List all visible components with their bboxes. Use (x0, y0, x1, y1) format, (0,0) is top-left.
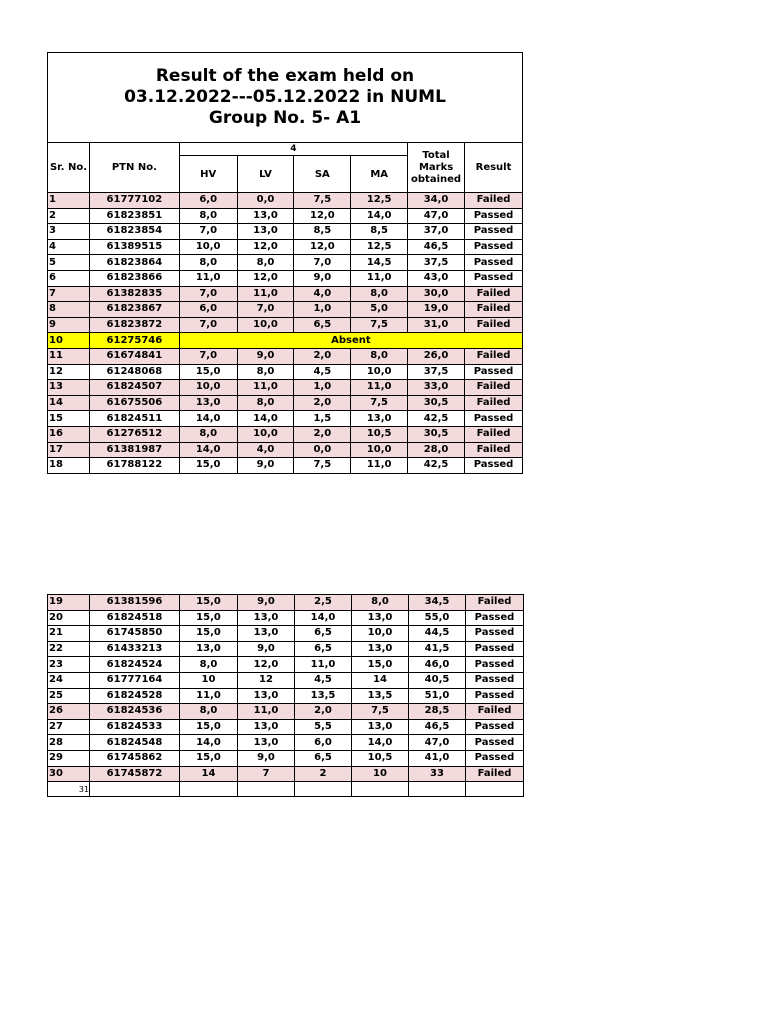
header-total: Total Marks obtained (408, 143, 465, 193)
hv-cell: 14,0 (179, 442, 237, 458)
ptn-cell: 61824548 (90, 735, 180, 751)
total-cell: 28,0 (408, 442, 465, 458)
result-cell: Failed (465, 426, 523, 442)
lv-cell: 9,0 (238, 641, 295, 657)
title-line-1: Result of the exam held on (155, 66, 415, 86)
ma-cell: 10 (352, 766, 409, 782)
total-cell: 51,0 (409, 688, 466, 704)
lv-cell: 0,0 (237, 193, 294, 209)
sr-no-cell: 10 (48, 333, 90, 349)
table-row (48, 735, 524, 751)
sr-no-cell: 18 (48, 458, 90, 474)
lv-cell: 13,0 (238, 688, 295, 704)
ptn-cell: 61823864 (89, 255, 179, 271)
lv-cell: 13,0 (237, 208, 294, 224)
sa-cell: 2,0 (294, 426, 351, 442)
table-row (48, 380, 523, 396)
table-row (48, 411, 523, 427)
sr-no-cell: 11 (48, 348, 90, 364)
ma-cell: 8,0 (351, 348, 408, 364)
result-cell: Passed (465, 208, 523, 224)
result-cell: Failed (466, 704, 524, 720)
table-row (48, 458, 523, 474)
ptn-cell: 61433213 (90, 641, 180, 657)
sa-cell: 13,5 (295, 688, 352, 704)
ma-cell: 13,0 (352, 641, 409, 657)
hv-cell: 15,0 (180, 610, 238, 626)
ptn-cell: 61823866 (89, 270, 179, 286)
header-ptn-no: PTN No. (89, 143, 179, 193)
sr-no-cell: 4 (48, 239, 90, 255)
ptn-cell: 61675506 (89, 395, 179, 411)
hv-cell: 15,0 (180, 595, 238, 611)
hv-cell: 13,0 (179, 395, 237, 411)
table-row (48, 595, 524, 611)
ma-cell: 7,5 (352, 704, 409, 720)
ma-cell: 14,5 (351, 255, 408, 271)
empty-cell (180, 782, 238, 797)
sr-no-cell: 17 (48, 442, 90, 458)
sr-no-cell: 12 (48, 364, 90, 380)
total-cell: 37,5 (408, 364, 465, 380)
empty-cell (90, 782, 180, 797)
ma-cell: 11,0 (351, 270, 408, 286)
result-cell: Passed (465, 458, 523, 474)
ma-cell: 10,0 (351, 442, 408, 458)
hv-cell: 7,0 (179, 224, 237, 240)
ptn-cell: 61823867 (89, 302, 179, 318)
table-row (48, 626, 524, 642)
sa-cell: 2,0 (294, 348, 351, 364)
hv-cell: 7,0 (179, 348, 237, 364)
ptn-cell: 61275746 (89, 333, 179, 349)
total-cell: 43,0 (408, 270, 465, 286)
table-row (48, 193, 523, 209)
title-box (47, 52, 523, 142)
table-row (48, 719, 524, 735)
title-line-3: Group No. 5- A1 (208, 108, 362, 128)
lv-cell: 9,0 (237, 458, 294, 474)
sa-cell: 6,5 (295, 641, 352, 657)
lv-cell: 4,0 (237, 442, 294, 458)
total-cell: 37,0 (408, 224, 465, 240)
sr-no-cell: 1 (48, 193, 90, 209)
ptn-cell: 61777102 (89, 193, 179, 209)
empty-cell (352, 782, 409, 797)
sr-no-cell: 29 (48, 750, 90, 766)
lv-cell: 7 (238, 766, 295, 782)
lv-cell: 10,0 (237, 317, 294, 333)
header-hv: HV (179, 156, 237, 193)
ptn-cell: 61276512 (89, 426, 179, 442)
sr-no-cell: 16 (48, 426, 90, 442)
ma-cell: 11,0 (351, 458, 408, 474)
total-cell: 33 (409, 766, 466, 782)
ma-cell: 10,5 (352, 750, 409, 766)
sa-cell: 0,0 (294, 442, 351, 458)
result-cell: Passed (466, 657, 524, 673)
total-cell: 47,0 (409, 735, 466, 751)
table-row (48, 610, 524, 626)
lv-cell: 13,0 (238, 626, 295, 642)
total-cell: 46,0 (409, 657, 466, 673)
ma-cell: 12,5 (351, 239, 408, 255)
total-cell: 30,5 (408, 426, 465, 442)
table-row (48, 286, 523, 302)
ptn-cell: 61745850 (90, 626, 180, 642)
sa-cell: 2,5 (295, 595, 352, 611)
result-cell: Passed (466, 672, 524, 688)
sa-cell: 2 (295, 766, 352, 782)
title-line-2: 03.12.2022---05.12.2022 in NUML (124, 87, 446, 107)
hv-cell: 10,0 (179, 380, 237, 396)
lv-cell: 11,0 (237, 380, 294, 396)
empty-cell (238, 782, 295, 797)
ptn-cell: 61823851 (89, 208, 179, 224)
total-cell: 55,0 (409, 610, 466, 626)
total-cell: 34,0 (408, 193, 465, 209)
sr-no-cell: 30 (48, 766, 90, 782)
hv-cell: 15,0 (179, 364, 237, 380)
lv-cell: 8,0 (237, 395, 294, 411)
absent-cell: Absent (179, 333, 522, 349)
total-cell: 42,5 (408, 411, 465, 427)
table-row (48, 270, 523, 286)
total-cell: 41,5 (409, 641, 466, 657)
ma-cell: 8,5 (351, 224, 408, 240)
ptn-cell: 61824507 (89, 380, 179, 396)
sr-no-cell: 3 (48, 224, 90, 240)
header-group: 4 (179, 143, 407, 156)
table-row (48, 442, 523, 458)
sa-cell: 1,0 (294, 302, 351, 318)
table-row (48, 224, 523, 240)
lv-cell: 10,0 (237, 426, 294, 442)
sa-cell: 1,5 (294, 411, 351, 427)
table-row (48, 208, 523, 224)
ma-cell: 14 (352, 672, 409, 688)
ma-cell: 13,0 (351, 411, 408, 427)
table-row (48, 766, 524, 782)
table-row (48, 641, 524, 657)
sa-cell: 12,0 (294, 208, 351, 224)
sr-no-cell: 28 (48, 735, 90, 751)
lv-cell: 13,0 (238, 719, 295, 735)
lv-cell: 14,0 (237, 411, 294, 427)
ma-cell: 12,5 (351, 193, 408, 209)
table-row (48, 704, 524, 720)
sr-no-cell: 7 (48, 286, 90, 302)
total-cell: 46,5 (409, 719, 466, 735)
result-cell: Passed (465, 239, 523, 255)
total-cell: 30,0 (408, 286, 465, 302)
sa-cell: 6,0 (295, 735, 352, 751)
ma-cell: 13,0 (352, 610, 409, 626)
sa-cell: 2,0 (295, 704, 352, 720)
hv-cell: 15,0 (180, 626, 238, 642)
ptn-cell: 61823872 (89, 317, 179, 333)
sa-cell: 9,0 (294, 270, 351, 286)
table-1-body (48, 193, 523, 474)
ptn-cell: 61824518 (90, 610, 180, 626)
result-cell: Failed (465, 395, 523, 411)
ma-cell: 8,0 (352, 595, 409, 611)
result-cell: Failed (466, 766, 524, 782)
hv-cell: 6,0 (179, 193, 237, 209)
lv-cell: 11,0 (238, 704, 295, 720)
ptn-cell: 61381596 (90, 595, 180, 611)
table-row (48, 255, 523, 271)
result-cell: Failed (465, 348, 523, 364)
result-cell: Passed (465, 255, 523, 271)
table-row (48, 348, 523, 364)
ma-cell: 14,0 (352, 735, 409, 751)
hv-cell: 8,0 (180, 704, 238, 720)
sr-no-cell: 31 (48, 782, 90, 797)
header-sr-no: Sr. No. (48, 143, 90, 193)
result-cell: Passed (465, 270, 523, 286)
hv-cell: 8,0 (179, 208, 237, 224)
ma-cell: 14,0 (351, 208, 408, 224)
lv-cell: 9,0 (238, 750, 295, 766)
empty-cell (409, 782, 466, 797)
sr-no-cell: 24 (48, 672, 90, 688)
ma-cell: 15,0 (352, 657, 409, 673)
header-sa: SA (294, 156, 351, 193)
sr-no-cell: 22 (48, 641, 90, 657)
table-row (48, 333, 523, 349)
sa-cell: 2,0 (294, 395, 351, 411)
table-row (48, 750, 524, 766)
table-row (48, 426, 523, 442)
hv-cell: 8,0 (180, 657, 238, 673)
ma-cell: 10,5 (351, 426, 408, 442)
total-cell: 40,5 (409, 672, 466, 688)
ma-cell: 5,0 (351, 302, 408, 318)
results-table-2 (47, 594, 524, 797)
sa-cell: 14,0 (295, 610, 352, 626)
ptn-cell: 61745872 (90, 766, 180, 782)
table-row (48, 395, 523, 411)
lv-cell: 11,0 (237, 286, 294, 302)
sr-no-cell: 27 (48, 719, 90, 735)
total-cell: 47,0 (408, 208, 465, 224)
empty-cell (295, 782, 352, 797)
hv-cell: 6,0 (179, 302, 237, 318)
total-cell: 19,0 (408, 302, 465, 318)
result-cell: Passed (465, 224, 523, 240)
sa-cell: 6,5 (295, 750, 352, 766)
hv-cell: 14 (180, 766, 238, 782)
total-cell: 46,5 (408, 239, 465, 255)
hv-cell: 15,0 (179, 458, 237, 474)
hv-cell: 10 (180, 672, 238, 688)
sa-cell: 7,5 (294, 458, 351, 474)
sa-cell: 6,5 (294, 317, 351, 333)
ma-cell: 7,5 (351, 395, 408, 411)
result-cell: Failed (465, 286, 523, 302)
ptn-cell: 61788122 (89, 458, 179, 474)
ma-cell: 7,5 (351, 317, 408, 333)
sr-no-cell: 2 (48, 208, 90, 224)
hv-cell: 10,0 (179, 239, 237, 255)
sr-no-cell: 15 (48, 411, 90, 427)
sr-no-cell: 5 (48, 255, 90, 271)
hv-cell: 15,0 (180, 719, 238, 735)
lv-cell: 13,0 (237, 224, 294, 240)
ptn-cell: 61389515 (89, 239, 179, 255)
result-cell: Failed (465, 380, 523, 396)
lv-cell: 9,0 (237, 348, 294, 364)
lv-cell: 9,0 (238, 595, 295, 611)
sr-no-cell: 14 (48, 395, 90, 411)
header-result: Result (465, 143, 523, 193)
ptn-cell: 61824536 (90, 704, 180, 720)
sr-no-cell: 6 (48, 270, 90, 286)
sr-no-cell: 8 (48, 302, 90, 318)
total-cell: 33,0 (408, 380, 465, 396)
ptn-cell: 61248068 (89, 364, 179, 380)
lv-cell: 8,0 (237, 364, 294, 380)
lv-cell: 12,0 (237, 239, 294, 255)
sa-cell: 7,0 (294, 255, 351, 271)
hv-cell: 8,0 (179, 426, 237, 442)
result-cell: Passed (465, 364, 523, 380)
sa-cell: 5,5 (295, 719, 352, 735)
ptn-cell: 61824524 (90, 657, 180, 673)
sa-cell: 11,0 (295, 657, 352, 673)
hv-cell: 15,0 (180, 750, 238, 766)
sr-no-cell: 20 (48, 610, 90, 626)
ma-cell: 13,0 (352, 719, 409, 735)
lv-cell: 12,0 (237, 270, 294, 286)
ptn-cell: 61823854 (89, 224, 179, 240)
ptn-cell: 61381987 (89, 442, 179, 458)
header-lv: LV (237, 156, 294, 193)
ma-cell: 10,0 (352, 626, 409, 642)
result-cell: Failed (465, 317, 523, 333)
hv-cell: 11,0 (179, 270, 237, 286)
ptn-cell: 61824533 (90, 719, 180, 735)
results-table-1 (47, 142, 523, 474)
total-cell: 37,5 (408, 255, 465, 271)
lv-cell: 13,0 (238, 610, 295, 626)
ma-cell: 13,5 (352, 688, 409, 704)
lv-cell: 7,0 (237, 302, 294, 318)
header-ma: MA (351, 156, 408, 193)
hv-cell: 8,0 (179, 255, 237, 271)
sr-no-cell: 21 (48, 626, 90, 642)
result-cell: Passed (466, 719, 524, 735)
total-cell: 34,5 (409, 595, 466, 611)
sa-cell: 4,5 (294, 364, 351, 380)
total-cell: 41,0 (409, 750, 466, 766)
result-cell: Failed (465, 302, 523, 318)
sr-no-cell: 25 (48, 688, 90, 704)
ptn-cell: 61382835 (89, 286, 179, 302)
result-cell: Passed (466, 610, 524, 626)
result-cell: Passed (466, 641, 524, 657)
sr-no-cell: 9 (48, 317, 90, 333)
result-cell: Passed (466, 626, 524, 642)
result-cell: Passed (466, 688, 524, 704)
result-cell: Passed (466, 750, 524, 766)
sa-cell: 1,0 (294, 380, 351, 396)
result-cell: Passed (465, 411, 523, 427)
table-row (48, 317, 523, 333)
empty-cell (466, 782, 524, 797)
sr-no-cell: 23 (48, 657, 90, 673)
total-cell: 42,5 (408, 458, 465, 474)
ptn-cell: 61777164 (90, 672, 180, 688)
ptn-cell: 61745862 (90, 750, 180, 766)
ptn-cell: 61674841 (89, 348, 179, 364)
table-row (48, 302, 523, 318)
ma-cell: 11,0 (351, 380, 408, 396)
sa-cell: 4,5 (295, 672, 352, 688)
total-cell: 28,5 (409, 704, 466, 720)
table-row (48, 688, 524, 704)
sr-no-cell: 26 (48, 704, 90, 720)
lv-cell: 8,0 (237, 255, 294, 271)
result-sheet (47, 52, 523, 474)
hv-cell: 7,0 (179, 286, 237, 302)
lv-cell: 13,0 (238, 735, 295, 751)
sa-cell: 4,0 (294, 286, 351, 302)
hv-cell: 11,0 (180, 688, 238, 704)
sa-cell: 8,5 (294, 224, 351, 240)
lv-cell: 12 (238, 672, 295, 688)
hv-cell: 14,0 (180, 735, 238, 751)
ma-cell: 10,0 (351, 364, 408, 380)
table-row (48, 782, 524, 797)
lv-cell: 12,0 (238, 657, 295, 673)
ptn-cell: 61824528 (90, 688, 180, 704)
ma-cell: 8,0 (351, 286, 408, 302)
ptn-cell: 61824511 (89, 411, 179, 427)
total-cell: 31,0 (408, 317, 465, 333)
sr-no-cell: 19 (48, 595, 90, 611)
result-cell: Failed (465, 442, 523, 458)
result-cell: Failed (466, 595, 524, 611)
table-2-body (48, 595, 524, 797)
sa-cell: 6,5 (295, 626, 352, 642)
total-cell: 30,5 (408, 395, 465, 411)
hv-cell: 14,0 (179, 411, 237, 427)
table-row (48, 364, 523, 380)
sa-cell: 12,0 (294, 239, 351, 255)
table-row (48, 672, 524, 688)
sr-no-cell: 13 (48, 380, 90, 396)
sa-cell: 7,5 (294, 193, 351, 209)
table-row (48, 657, 524, 673)
hv-cell: 7,0 (179, 317, 237, 333)
total-cell: 44,5 (409, 626, 466, 642)
hv-cell: 13,0 (180, 641, 238, 657)
result-cell: Failed (465, 193, 523, 209)
result-cell: Passed (466, 735, 524, 751)
total-cell: 26,0 (408, 348, 465, 364)
table-row (48, 239, 523, 255)
